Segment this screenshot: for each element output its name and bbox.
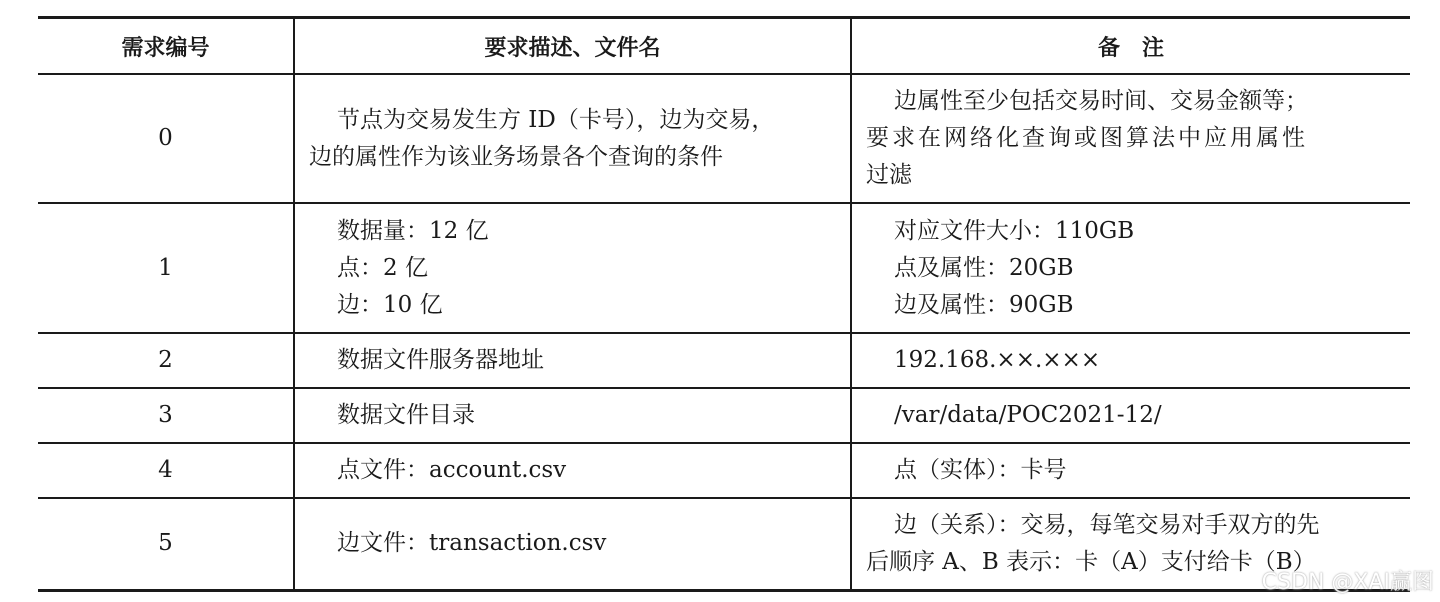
description-line: 边：10 亿 xyxy=(337,291,443,318)
row-id: 0 xyxy=(38,74,294,203)
description-line: 数据文件目录 xyxy=(337,402,475,428)
row-description xyxy=(294,443,851,498)
note-line: 过滤 xyxy=(866,162,912,188)
table-row xyxy=(38,443,1410,498)
row-note xyxy=(851,443,1410,498)
header-id: 需求编号 xyxy=(38,18,294,75)
description-line: 数据文件服务器地址 xyxy=(337,347,544,373)
row-id: 2 xyxy=(38,333,294,388)
note-line: 后顺序 A、B 表示：卡（A）支付给卡（B） xyxy=(866,548,1316,575)
description-line: 点文件：account.csv xyxy=(337,457,567,483)
row-description xyxy=(294,498,851,590)
note-line: /var/data/POC2021-12/ xyxy=(894,402,1162,428)
note-line: 边及属性：90GB xyxy=(894,291,1074,318)
note-line: 边属性至少包括交易时间、交易金额等； xyxy=(894,88,1308,114)
note-line: 要求在网络化查询或图算法中应用属性 xyxy=(866,125,1308,151)
description-line: 边的属性作为该业务场景各个查询的条件 xyxy=(309,143,723,170)
description-line: 节点为交易发生方 ID（卡号），边为交易， xyxy=(337,106,775,133)
note-line: 点（实体）：卡号 xyxy=(894,457,1067,483)
row-id: 5 xyxy=(38,498,294,590)
table-row xyxy=(38,74,1410,203)
row-note xyxy=(851,203,1410,333)
header-description: 要求描述、文件名 xyxy=(294,18,851,75)
description-line: 点：2 亿 xyxy=(337,254,428,281)
row-description xyxy=(294,333,851,388)
header-notes: 备 注 xyxy=(851,18,1410,75)
row-note xyxy=(851,74,1410,203)
note-line: 192.168.××.××× xyxy=(894,347,1101,373)
row-description xyxy=(294,388,851,443)
note-line: 边（关系）：交易，每笔交易对手双方的先 xyxy=(894,511,1320,538)
row-note xyxy=(851,333,1410,388)
description-line: 数据量：12 亿 xyxy=(337,217,489,244)
row-description xyxy=(294,203,851,333)
row-description xyxy=(294,74,851,203)
row-note xyxy=(851,388,1410,443)
requirements-table xyxy=(38,16,1410,592)
row-id: 3 xyxy=(38,388,294,443)
row-id: 1 xyxy=(38,203,294,333)
note-line: 对应文件大小：110GB xyxy=(894,217,1135,244)
note-line: 点及属性：20GB xyxy=(894,254,1074,281)
table-row xyxy=(38,498,1410,590)
header-row xyxy=(38,18,1410,75)
table-row xyxy=(38,333,1410,388)
watermark: CSDN @XAI赢图 xyxy=(1261,570,1434,595)
description-line: 边文件：transaction.csv xyxy=(337,530,607,557)
row-id: 4 xyxy=(38,443,294,498)
table-row xyxy=(38,203,1410,333)
table-row xyxy=(38,388,1410,443)
